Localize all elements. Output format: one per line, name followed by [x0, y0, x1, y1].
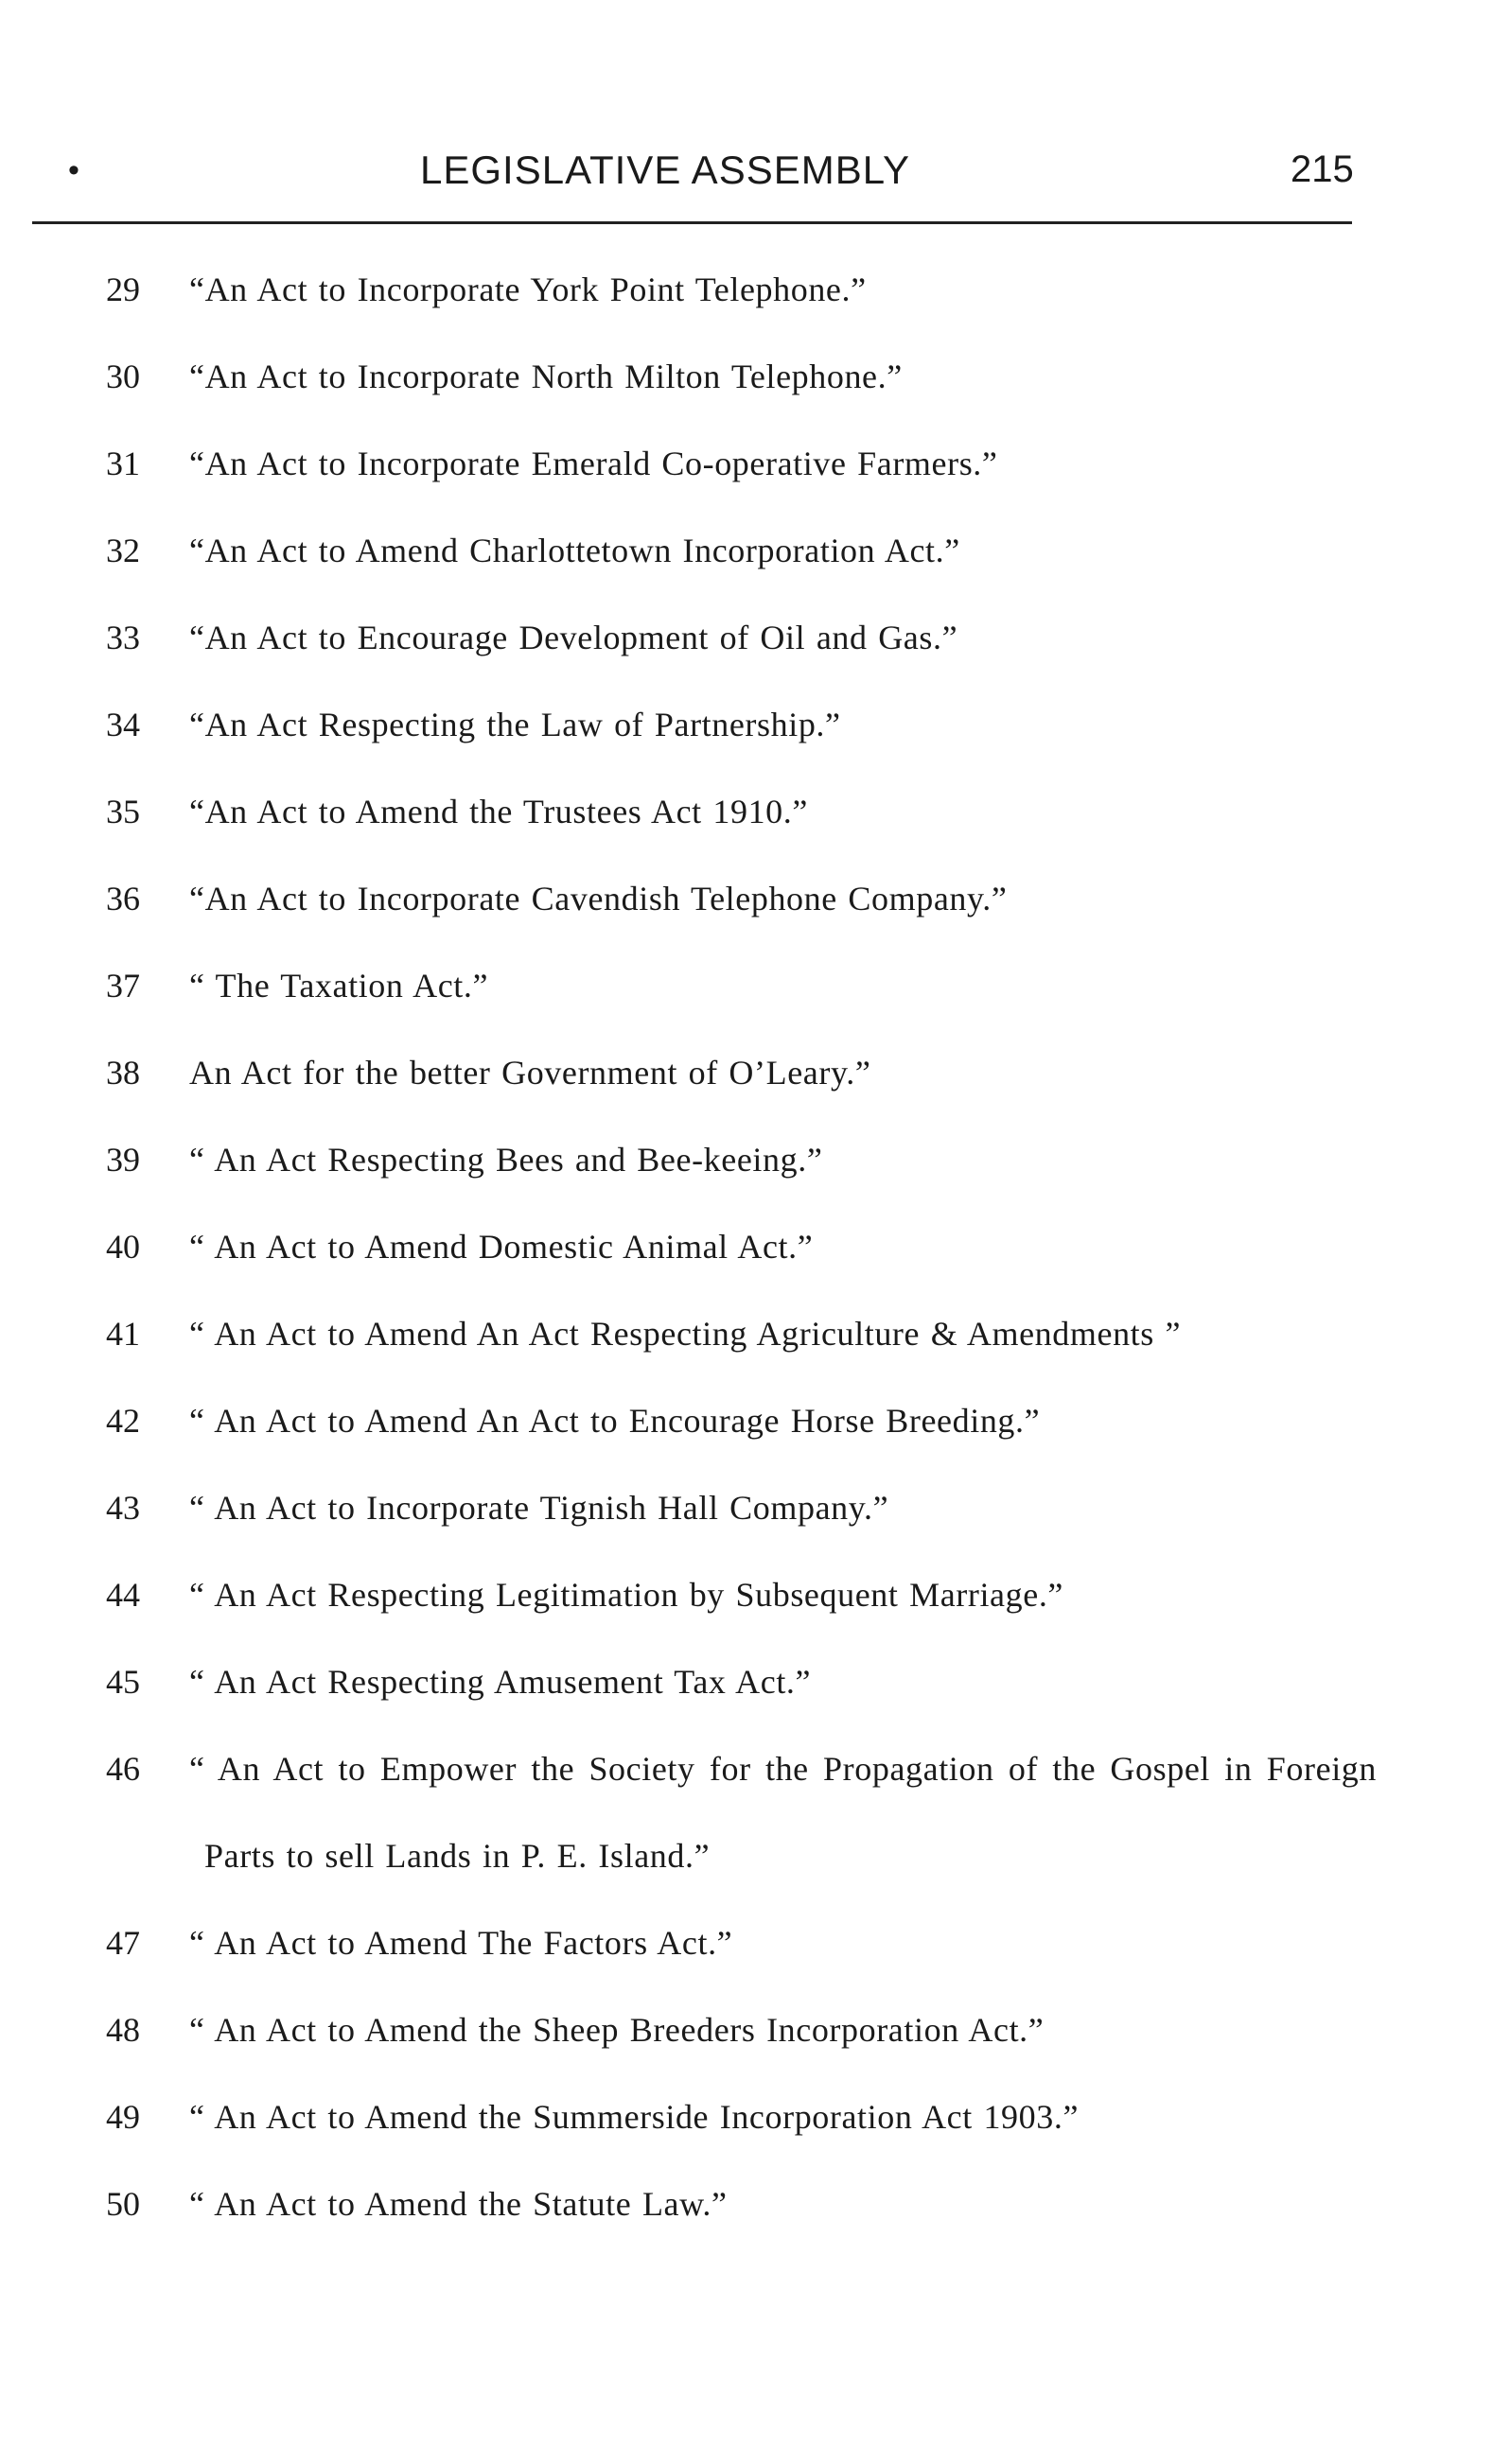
- bill-title: “ An Act Respecting Bees and Bee-keeing.”: [189, 1141, 823, 1179]
- bill-number: 39: [106, 1141, 140, 1179]
- bill-number: 37: [106, 967, 140, 1005]
- bill-title: “An Act to Amend the Trustees Act 1910.”: [189, 793, 808, 830]
- bill-number: 42: [106, 1402, 140, 1440]
- bill-number: 32: [106, 532, 140, 569]
- bill-title: “ The Taxation Act.”: [189, 967, 489, 1005]
- bill-title: “ An Act to Empower the Society for the Propagation of the Gospel in Foreign Parts to sell Lands in P. E. Island.”: [189, 1750, 1377, 1875]
- bill-number: 34: [106, 706, 140, 743]
- bill-number: 33: [106, 619, 140, 656]
- bill-title: An Act for the better Government of O’Leary.”: [189, 1054, 871, 1092]
- bill-title: “An Act Respecting the Law of Partnership.”: [189, 706, 841, 743]
- bill-number: 44: [106, 1576, 140, 1614]
- bill-title: “ An Act to Amend the Statute Law.”: [189, 2185, 728, 2223]
- bill-number: 48: [106, 2011, 140, 2049]
- page-header: [32, 147, 1357, 203]
- bill-number: 38: [106, 1054, 140, 1092]
- list-item: [0, 1747, 1493, 1921]
- bill-number: 41: [106, 1315, 140, 1353]
- bill-title: “An Act to Incorporate North Milton Telephone.”: [189, 358, 903, 395]
- bill-list: [0, 268, 1493, 2269]
- bill-title: “ An Act to Amend the Sheep Breeders Incorporation Act.”: [189, 2011, 1045, 2049]
- bill-title: “ An Act to Amend Domestic Animal Act.”: [189, 1228, 814, 1266]
- bill-number: 45: [106, 1663, 140, 1701]
- bill-number: 47: [106, 1924, 140, 1962]
- bill-title: “ An Act Respecting Amusement Tax Act.”: [189, 1663, 812, 1701]
- bill-number: 46: [106, 1750, 140, 1788]
- bill-number: 30: [106, 358, 140, 395]
- list-item: [0, 2182, 1493, 2269]
- bullet-mark: •: [68, 152, 79, 188]
- bill-number: 31: [106, 445, 140, 482]
- bill-title: “ An Act to Amend the Summerside Incorporation Act 1903.”: [189, 2098, 1080, 2136]
- bill-title: “ An Act to Incorporate Tignish Hall Company.”: [189, 1489, 889, 1527]
- bill-title: “An Act to Incorporate York Point Telephone.”: [189, 271, 867, 308]
- bill-number: 40: [106, 1228, 140, 1266]
- bill-title: “An Act to Incorporate Cavendish Telephone Company.”: [189, 880, 1008, 917]
- header-rule: [32, 221, 1352, 224]
- bill-number: 50: [106, 2185, 140, 2223]
- running-head-title: LEGISLATIVE ASSEMBLY: [420, 148, 910, 192]
- bill-number: 49: [106, 2098, 140, 2136]
- bill-number: 35: [106, 793, 140, 830]
- bill-title: “An Act to Incorporate Emerald Co-operative Farmers.”: [189, 445, 998, 482]
- bill-title: “An Act to Encourage Development of Oil and Gas.”: [189, 619, 958, 656]
- page-number: 215: [1291, 149, 1354, 190]
- bill-number: 36: [106, 880, 140, 917]
- bill-title: “ An Act to Amend An Act to Encourage Horse Breeding.”: [189, 1402, 1041, 1440]
- bill-title: “An Act to Amend Charlottetown Incorporation Act.”: [189, 532, 960, 569]
- bill-title: “ An Act to Amend The Factors Act.”: [189, 1924, 733, 1962]
- bill-number: 29: [106, 271, 140, 308]
- bill-title: “ An Act Respecting Legitimation by Subsequent Marriage.”: [189, 1576, 1063, 1614]
- bill-number: 43: [106, 1489, 140, 1527]
- bill-title: “ An Act to Amend An Act Respecting Agriculture & Amendments ”: [189, 1315, 1182, 1353]
